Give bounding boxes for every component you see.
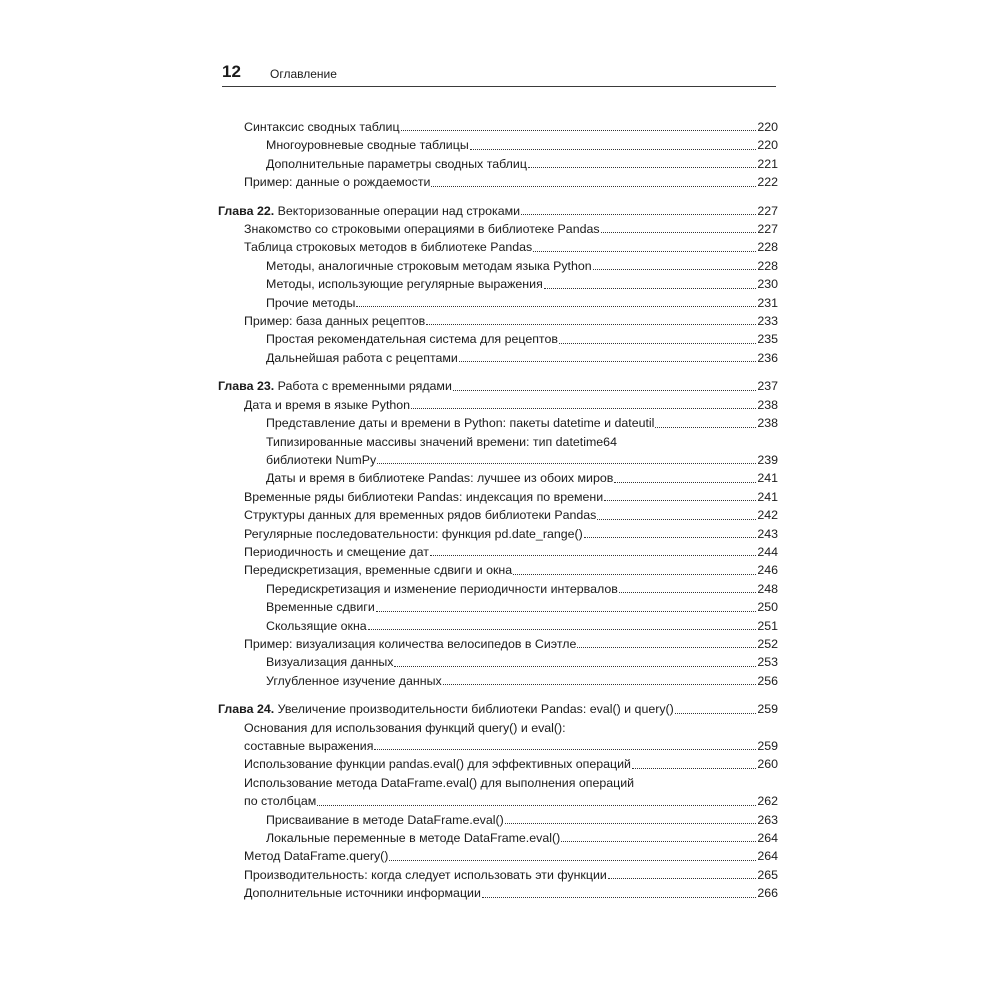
dot-leader <box>632 768 756 769</box>
dot-leader <box>426 324 756 325</box>
toc-entry-text: Дополнительные источники информации <box>244 886 481 901</box>
toc-entry[interactable] <box>218 884 778 902</box>
toc-page-number: 238 <box>757 416 778 431</box>
toc-page-number: 239 <box>757 452 778 467</box>
toc-page-number: 231 <box>757 295 778 310</box>
toc-entry-title <box>244 506 596 524</box>
toc-section <box>218 377 778 690</box>
toc-entry-text: Методы, аналогичные строковым методам языка Python <box>266 258 592 273</box>
toc-entry-title <box>244 561 512 579</box>
toc-entry-title <box>266 330 558 348</box>
toc-entry-title <box>244 396 410 414</box>
toc-entry[interactable] <box>218 653 778 671</box>
toc-entry-title <box>266 672 442 690</box>
dot-leader <box>577 647 756 648</box>
dot-leader <box>561 841 756 842</box>
toc-page-number: 259 <box>757 702 778 717</box>
toc-page-number: 248 <box>757 581 778 596</box>
toc-entry-text: Использование функции pandas.eval() для эффективных операций <box>244 757 631 772</box>
toc-entry-text: Дата и время в языке Python <box>244 397 411 412</box>
toc-entry-text: Временные сдвиги <box>266 600 375 615</box>
toc-entry[interactable] <box>218 349 778 367</box>
toc-entry-title <box>244 118 400 136</box>
toc-entry-text: по столбцам <box>244 794 317 809</box>
toc-page-number: 264 <box>757 831 778 846</box>
toc-page-number: 241 <box>757 489 778 504</box>
toc-entry-text: Методы, использующие регулярные выражения <box>266 277 543 292</box>
toc-entry[interactable] <box>218 257 778 275</box>
toc-entry[interactable] <box>218 561 778 579</box>
toc-page-number: 259 <box>757 739 778 753</box>
toc-page-number: 227 <box>757 203 778 218</box>
toc-entry[interactable] <box>218 580 778 598</box>
toc-entry-title <box>244 635 576 653</box>
toc-entry[interactable] <box>218 173 778 191</box>
toc-entry-title <box>244 525 583 543</box>
toc-entry-title <box>244 866 607 884</box>
dot-leader <box>394 666 756 667</box>
toc-entry-title <box>266 598 375 616</box>
toc-entry[interactable] <box>218 543 778 561</box>
toc-entry[interactable] <box>218 275 778 293</box>
dot-leader <box>544 288 757 289</box>
toc-entry[interactable] <box>218 220 778 238</box>
toc-page-number: 246 <box>757 563 778 578</box>
toc-page-number: 250 <box>757 600 778 615</box>
toc-entry-text: Локальные переменные в методе DataFrame.eval() <box>266 831 561 846</box>
toc-entry-first-line: Основания для использования функций query() и eval(): <box>244 720 566 735</box>
toc-page-number: 220 <box>757 120 778 134</box>
dot-leader <box>453 390 756 391</box>
toc-page-number: 236 <box>757 350 778 365</box>
dot-leader <box>482 897 756 898</box>
toc-entry-text: Передискретизация, временные сдвиги и окна <box>244 563 513 578</box>
toc-entry-title <box>244 884 481 902</box>
toc-entry-text: Прочие методы <box>266 295 356 310</box>
toc-section <box>218 700 778 902</box>
toc-page-number: 228 <box>757 240 778 255</box>
dot-leader <box>459 361 756 362</box>
toc-entry-text: Пример: данные о рождаемости <box>244 175 431 190</box>
dot-leader <box>376 611 757 612</box>
toc-entry-title <box>244 173 430 191</box>
toc-page-number: 244 <box>757 544 778 559</box>
toc-entry[interactable] <box>218 617 778 635</box>
toc-entry-title <box>266 414 654 432</box>
toc-entry-first-line: Использование метода DataFrame.eval() для выполнения операций <box>244 775 635 790</box>
toc-entry[interactable] <box>218 866 778 884</box>
toc-entry[interactable] <box>218 414 778 432</box>
toc-page-number: 230 <box>757 277 778 292</box>
page-number: 12 <box>222 62 241 81</box>
toc-entry-title <box>266 349 458 367</box>
dot-leader <box>604 500 756 501</box>
toc-entry-title <box>244 220 600 238</box>
toc-entry[interactable] <box>218 451 778 469</box>
toc-entry-text: Дальнейшая работа с рецептами <box>266 350 458 365</box>
toc-entry-text: Скользящие окна <box>266 618 367 633</box>
toc-entry-text: Метод DataFrame.query() <box>244 849 389 864</box>
toc-entry-text: библиотеки NumPy <box>266 452 377 467</box>
toc-chapter-entry[interactable] <box>218 202 778 220</box>
toc-entry[interactable] <box>218 598 778 616</box>
toc-entry-title <box>266 653 393 671</box>
toc-entry-text: Присваивание в методе DataFrame.eval() <box>266 812 504 827</box>
toc-page-number: 252 <box>757 636 778 651</box>
toc-entry-title <box>266 155 527 173</box>
toc-entry-text: Простая рекомендательная система для рецептов <box>266 332 558 347</box>
toc-entry-title <box>244 488 603 506</box>
dot-leader <box>389 860 756 861</box>
dot-leader <box>601 232 757 233</box>
toc-entry-text: Временные ряды библиотеки Pandas: индексация по времени <box>244 489 604 504</box>
toc-entry-title <box>266 451 376 469</box>
dot-leader <box>401 130 757 131</box>
toc-entry[interactable] <box>218 294 778 312</box>
toc-page-number: 220 <box>757 138 778 153</box>
toc-page-number: 251 <box>757 618 778 633</box>
table-of-contents <box>218 118 778 913</box>
toc-entry-text: Пример: база данных рецептов <box>244 314 426 329</box>
toc-section <box>218 118 778 192</box>
dot-leader <box>619 592 756 593</box>
toc-entry[interactable] <box>218 155 778 173</box>
toc-entry-title <box>266 275 543 293</box>
dot-leader <box>533 251 756 252</box>
toc-entry-text: Многоуровневые сводные таблицы <box>266 138 469 153</box>
toc-entry-title <box>244 543 429 561</box>
chapter-label: Глава 24. <box>218 702 275 717</box>
toc-entry-text: Пример: визуализация количества велосипедов в Сиэтле <box>244 636 577 651</box>
toc-entry-title <box>266 829 560 847</box>
dot-leader <box>521 214 756 215</box>
toc-page-number: 235 <box>757 332 778 347</box>
dot-leader <box>411 408 756 409</box>
toc-entry-text: Увеличение производительности библиотеки Pandas: eval() и query() <box>277 702 674 717</box>
toc-entry[interactable] <box>218 506 778 524</box>
page-header <box>222 62 776 87</box>
toc-entry-text: Дополнительные параметры сводных таблиц <box>266 156 527 171</box>
toc-entry[interactable] <box>218 118 778 136</box>
toc-entry[interactable] <box>218 488 778 506</box>
toc-entry-text: Таблица строковых методов в библиотеке Pandas <box>244 240 533 255</box>
toc-page-number: 237 <box>757 379 778 394</box>
toc-entry-title <box>244 792 316 810</box>
toc-entry[interactable] <box>218 312 778 330</box>
toc-entry-title <box>244 238 532 256</box>
toc-entry[interactable] <box>218 635 778 653</box>
toc-entry-title <box>266 811 504 829</box>
toc-page-number: 222 <box>757 175 778 190</box>
toc-page-number: 221 <box>757 156 778 171</box>
dot-leader <box>356 306 756 307</box>
toc-entry[interactable] <box>218 469 778 487</box>
dot-leader <box>614 482 756 483</box>
toc-entry[interactable] <box>218 238 778 256</box>
toc-entry-title <box>266 136 469 154</box>
toc-page-number: 228 <box>757 258 778 273</box>
toc-page-number: 266 <box>757 886 778 901</box>
dot-leader <box>470 149 757 150</box>
dot-leader <box>593 269 757 270</box>
toc-entry-first-line: Типизированные массивы значений времени: тип datetime64 <box>266 434 617 449</box>
toc-page-number: 242 <box>757 508 778 523</box>
toc-entry-title <box>266 580 618 598</box>
chapter-label: Глава 23. <box>218 379 275 394</box>
toc-entry-text: Регулярные последовательности: функция pd.date_range() <box>244 526 583 541</box>
toc-entry[interactable] <box>218 672 778 690</box>
toc-entry-text: Передискретизация и изменение периодичности интервалов <box>266 581 618 596</box>
dot-leader <box>368 629 757 630</box>
toc-entry-text: Периодичность и смещение дат <box>244 544 429 559</box>
dot-leader <box>597 519 756 520</box>
dot-leader <box>608 878 757 879</box>
toc-entry-text: Работа с временными рядами <box>277 379 452 394</box>
toc-entry-text: составные выражения <box>244 739 374 753</box>
dot-leader <box>675 713 757 714</box>
dot-leader <box>431 186 756 187</box>
toc-entry-text: Углубленное изучение данных <box>266 673 442 688</box>
toc-entry-title <box>218 700 674 718</box>
toc-entry[interactable] <box>218 792 778 810</box>
toc-page-number: 262 <box>757 794 778 809</box>
toc-entry-text: Структуры данных для временных рядов библиотеки Pandas <box>244 508 597 523</box>
toc-entry[interactable] <box>218 396 778 414</box>
toc-entry-text: Векторизованные операции над строками <box>277 203 521 218</box>
toc-entry-title <box>266 294 355 312</box>
toc-page-number: 243 <box>757 526 778 541</box>
dot-leader <box>377 463 756 464</box>
dot-leader <box>430 555 756 556</box>
toc-section <box>218 202 778 368</box>
toc-entry-text: Синтаксис сводных таблиц <box>244 120 400 134</box>
toc-entry-title <box>244 755 631 773</box>
toc-entry[interactable] <box>218 811 778 829</box>
toc-page-number: 241 <box>757 471 778 486</box>
chapter-label: Глава 22. <box>218 203 275 218</box>
toc-entry-text: Производительность: когда следует использовать эти функции <box>244 867 607 882</box>
toc-entry[interactable] <box>218 525 778 543</box>
dot-leader <box>559 343 756 344</box>
toc-entry-title <box>244 847 388 865</box>
toc-entry-text: Даты и время в библиотеке Pandas: лучшее из обоих миров <box>266 471 614 486</box>
toc-page-number: 260 <box>757 757 778 772</box>
toc-entry-text: Знакомство со строковыми операциями в библиотеке Pandas <box>244 222 600 237</box>
toc-entry-title <box>266 257 592 275</box>
dot-leader <box>317 805 756 806</box>
toc-chapter-entry[interactable] <box>218 377 778 395</box>
toc-page-number: 227 <box>757 222 778 237</box>
toc-entry[interactable] <box>218 136 778 154</box>
dot-leader <box>374 749 756 750</box>
dot-leader <box>505 823 757 824</box>
toc-entry-text: Представление даты и времени в Python: пакеты datetime и dateutil <box>266 416 655 431</box>
dot-leader <box>528 167 756 168</box>
dot-leader <box>584 537 757 538</box>
toc-page-number: 265 <box>757 867 778 882</box>
toc-entry-title <box>266 469 613 487</box>
toc-page-number: 238 <box>757 397 778 412</box>
toc-entry-title <box>218 202 520 220</box>
toc-entry[interactable] <box>218 330 778 348</box>
toc-page-number: 256 <box>757 673 778 688</box>
toc-page-number: 253 <box>757 655 778 670</box>
toc-entry-title <box>244 737 373 755</box>
toc-entry[interactable] <box>218 847 778 865</box>
toc-entry-title <box>218 377 452 395</box>
toc-entry-title <box>244 312 425 330</box>
toc-chapter-entry[interactable] <box>218 700 778 718</box>
toc-entry[interactable] <box>218 829 778 847</box>
toc-entry[interactable] <box>218 755 778 773</box>
dot-leader <box>655 427 756 428</box>
dot-leader <box>513 574 756 575</box>
dot-leader <box>443 684 757 685</box>
toc-page-number: 263 <box>757 812 778 827</box>
toc-page-number: 233 <box>757 314 778 329</box>
running-title: Оглавление <box>270 67 337 81</box>
toc-entry[interactable] <box>218 737 778 755</box>
toc-entry-title <box>266 617 367 635</box>
toc-entry-text: Визуализация данных <box>266 655 394 670</box>
toc-page-number: 264 <box>757 849 778 864</box>
